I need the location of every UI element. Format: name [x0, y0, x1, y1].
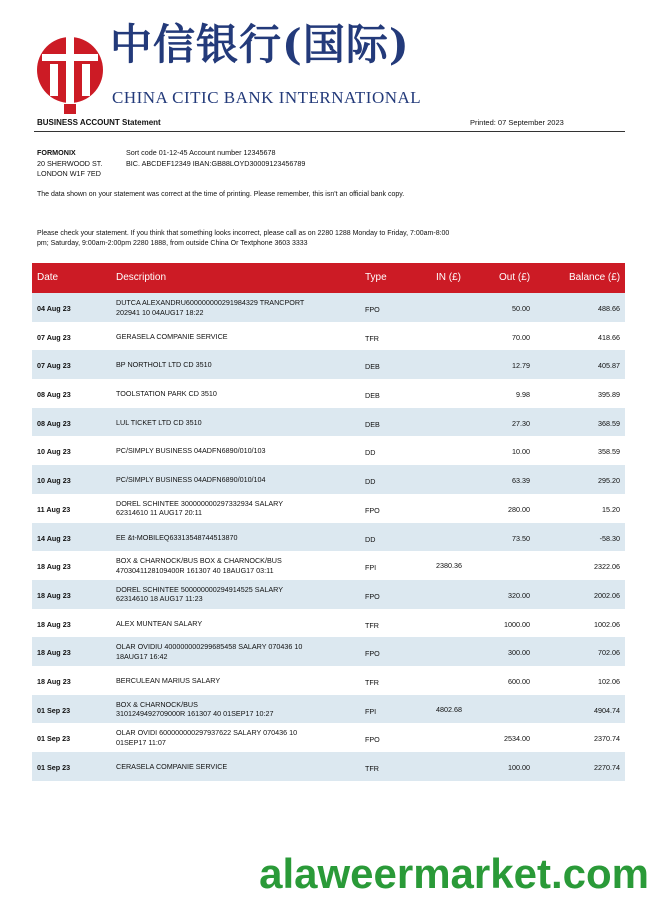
row-out: 1000.00: [504, 619, 530, 629]
row-description: [116, 298, 316, 317]
row-balance: 488.66: [598, 304, 620, 313]
row-date: 14 Aug 23: [37, 533, 71, 543]
row-description: [116, 762, 316, 772]
row-balance: 702.06: [598, 648, 620, 658]
row-out: 73.50: [512, 533, 530, 543]
row-description-line2: 62314610 11 AUG17 20:11: [116, 508, 203, 518]
row-description: [116, 533, 316, 543]
row-description-line1: DUTCA ALEXANDRU600000000291984329 TRANCPORT: [116, 298, 305, 307]
table-row: [32, 666, 625, 695]
row-date: 18 Aug 23: [37, 648, 71, 658]
row-balance: 2370.74: [594, 734, 620, 744]
address-line-1: 20 SHERWOOD ST.: [37, 158, 103, 168]
row-description: [116, 360, 316, 370]
row-description: [116, 619, 316, 629]
row-date: 08 Aug 23: [37, 390, 71, 400]
row-date: 01 Sep 23: [37, 763, 71, 772]
accuracy-note: The data shown on your statement was correct at the time of printing. Please remember, this isn't an official bank copy.: [37, 191, 405, 198]
row-description: [116, 585, 316, 604]
contact-note: Please check your statement. If you think that something looks incorrect, please call as on 2280 1288 Monday to Friday, 7:00am-8:00 pm; Saturday, 9:00am-2:00pm 2280 1888, from outside China Or Textphone 3603 3333: [37, 230, 450, 247]
row-description-line2: 62314610 18 AUG17 11:23: [116, 594, 203, 604]
table-row: [32, 609, 625, 638]
row-balance: 418.66: [598, 332, 620, 342]
row-description-line1: BOX & CHARNOCK/BUS: [116, 699, 198, 709]
row-description-line1: DOREL SCHINTEE 300000000297332934 SALARY: [116, 498, 284, 508]
transactions-table: [32, 263, 625, 781]
row-description: [116, 642, 316, 661]
bic-iban: BIC. ABCDEF12349 IBAN:GB88LOYD30009123456789: [126, 158, 306, 168]
row-description-line1: OLAR OVIDIU 400000000299685458 SALARY 070436 10: [116, 642, 303, 652]
row-description: [116, 332, 316, 342]
row-out: 70.00: [512, 332, 530, 342]
table-row: [32, 436, 625, 465]
customer-address: [37, 148, 102, 180]
row-date: 10 Aug 23: [37, 476, 71, 486]
row-date: 18 Aug 23: [37, 619, 71, 629]
row-out: 27.30: [512, 418, 530, 428]
table-row: [32, 637, 625, 666]
row-date: 18 Aug 23: [37, 590, 71, 600]
row-date: 07 Aug 23: [37, 361, 71, 371]
row-description: [116, 446, 316, 456]
table-row: [32, 551, 625, 580]
row-date: 11 Aug 23: [37, 504, 71, 514]
row-date: 18 Aug 23: [37, 562, 71, 572]
address-line-2: LONDON W1F 7ED: [37, 169, 101, 178]
row-description: [116, 475, 316, 485]
row-balance: 405.87: [598, 361, 620, 371]
table-row: [32, 580, 625, 609]
row-in: 4802.68: [436, 704, 462, 714]
citic-logo-icon: [34, 30, 106, 116]
row-date: 07 Aug 23: [37, 332, 71, 342]
row-type: DD: [365, 477, 376, 487]
row-type: FPO: [365, 505, 380, 515]
row-description-line1: GERASELA COMPANIE SERVICE: [116, 331, 228, 341]
row-date: 04 Aug 23: [37, 304, 71, 313]
row-out: 50.00: [512, 304, 530, 313]
row-type: TFR: [365, 620, 379, 630]
row-type: FPO: [365, 305, 380, 314]
row-description-line1: DOREL SCHINTEE 500000000294914525 SALARY: [116, 584, 284, 594]
row-description: [116, 499, 316, 518]
row-description-line2: 3101249492709000R 161307 40 01SEP17 10:27: [116, 709, 274, 719]
row-description: [116, 728, 316, 747]
row-type: DD: [365, 534, 376, 544]
row-balance: 2322.06: [594, 562, 620, 572]
table-row: [32, 322, 625, 351]
table-body: [32, 293, 625, 781]
row-type: TFR: [365, 764, 379, 773]
row-date: 01 Sep 23: [37, 734, 71, 744]
row-balance: 395.89: [598, 390, 620, 400]
row-description: [116, 418, 316, 428]
row-description: [116, 700, 316, 719]
row-description-line1: BOX & CHARNOCK/BUS BOX & CHARNOCK/BUS: [116, 556, 282, 566]
row-type: DD: [365, 448, 376, 458]
row-type: FPO: [365, 591, 380, 601]
row-description: [116, 556, 316, 575]
row-out: 2534.00: [504, 734, 530, 744]
row-balance: 2270.74: [594, 763, 620, 772]
row-description-line1: LUL TICKET LTD CD 3510: [116, 417, 202, 427]
row-description: [116, 389, 316, 399]
row-type: FPI: [365, 563, 377, 573]
watermark: alaweermarket.com: [259, 850, 649, 897]
row-out: 320.00: [508, 590, 530, 600]
row-out: 9.98: [516, 390, 530, 400]
row-date: 08 Aug 23: [37, 418, 71, 428]
bank-name-chinese: 中信银行(国际): [110, 20, 410, 69]
row-balance: 1002.06: [594, 619, 620, 629]
header-in: IN (£): [436, 272, 461, 283]
row-type: FPO: [365, 735, 380, 745]
row-date: 10 Aug 23: [37, 447, 71, 457]
header-out: Out (£): [499, 272, 531, 283]
row-description-line1: PC/SIMPLY BUSINESS 04ADFN6890/010/103: [116, 446, 266, 456]
row-out: 12.79: [512, 361, 530, 371]
row-description-line1: EE &t-MOBILEQ63313548744513870: [116, 532, 238, 542]
row-description-line2: 01SEP17 11:07: [116, 737, 166, 747]
row-description: [116, 676, 316, 686]
row-balance: 295.20: [598, 476, 620, 486]
row-description-line1: BERCULEAN MARIUS SALARY: [116, 675, 221, 685]
header-date: Date: [37, 272, 59, 283]
row-out: 280.00: [508, 504, 530, 514]
row-description-line1: CERASELA COMPANIE SERVICE: [116, 762, 228, 771]
statement-title: BUSINESS ACCOUNT Statement: [37, 118, 161, 127]
table-row: [32, 350, 625, 379]
header-type: Type: [365, 272, 387, 283]
header-divider: [34, 131, 625, 132]
row-balance: -58.30: [599, 533, 620, 543]
row-out: 300.00: [508, 648, 530, 658]
customer-name: FORMONIX: [37, 148, 76, 157]
row-balance: 368.59: [598, 418, 620, 428]
row-balance: 4904.74: [594, 705, 620, 715]
row-description-line2: 4703041128109400R 161307 40 18AUG17 03:11: [116, 565, 274, 575]
row-type: DEB: [365, 391, 380, 401]
row-date: 18 Aug 23: [37, 676, 71, 686]
row-description-line1: PC/SIMPLY BUSINESS 04ADFN6890/010/104: [116, 475, 266, 485]
row-type: DEB: [365, 362, 380, 372]
row-out: 600.00: [508, 676, 530, 686]
row-description-line1: BP NORTHOLT LTD CD 3510: [116, 360, 212, 370]
row-type: FPO: [365, 649, 380, 659]
table-row: [32, 752, 625, 781]
row-description-line2: 202941 10 04AUG17 18:22: [116, 307, 204, 317]
header-description: Description: [116, 272, 167, 283]
row-description-line1: OLAR OVIDI 600000000297937622 SALARY 070436 10: [116, 728, 298, 738]
row-type: FPI: [365, 706, 377, 716]
row-in: 2380.36: [436, 561, 462, 571]
bank-name-english: CHINA CITIC BANK INTERNATIONAL: [112, 88, 422, 107]
row-description-line2: 18AUG17 16:42: [116, 651, 168, 661]
table-header: [32, 263, 625, 293]
account-details: [126, 148, 305, 169]
row-date: 01 Sep 23: [37, 705, 71, 715]
table-row: [32, 723, 625, 752]
table-row: [32, 523, 625, 552]
row-description-line1: ALEX MUNTEAN SALARY: [116, 618, 203, 628]
table-row: [32, 494, 625, 523]
row-type: TFR: [365, 677, 379, 687]
table-row: [32, 379, 625, 408]
sort-code-account-number: Sort code 01-12-45 Account number 12345678: [126, 148, 276, 157]
table-row: [32, 293, 625, 322]
printed-date: Printed: 07 September 2023: [470, 118, 564, 127]
row-balance: 358.59: [598, 447, 620, 457]
row-balance: 102.06: [598, 676, 620, 686]
row-type: TFR: [365, 333, 379, 343]
row-out: 63.39: [512, 476, 530, 486]
row-balance: 2002.06: [594, 590, 620, 600]
row-out: 100.00: [508, 763, 530, 772]
row-description-line1: TOOLSTATION PARK CD 3510: [116, 389, 217, 399]
row-out: 10.00: [512, 447, 530, 457]
row-type: DEB: [365, 419, 380, 429]
table-row: [32, 408, 625, 437]
table-row: [32, 695, 625, 724]
header-balance: Balance (£): [569, 272, 621, 283]
table-row: [32, 465, 625, 494]
row-balance: 15.20: [602, 504, 620, 514]
